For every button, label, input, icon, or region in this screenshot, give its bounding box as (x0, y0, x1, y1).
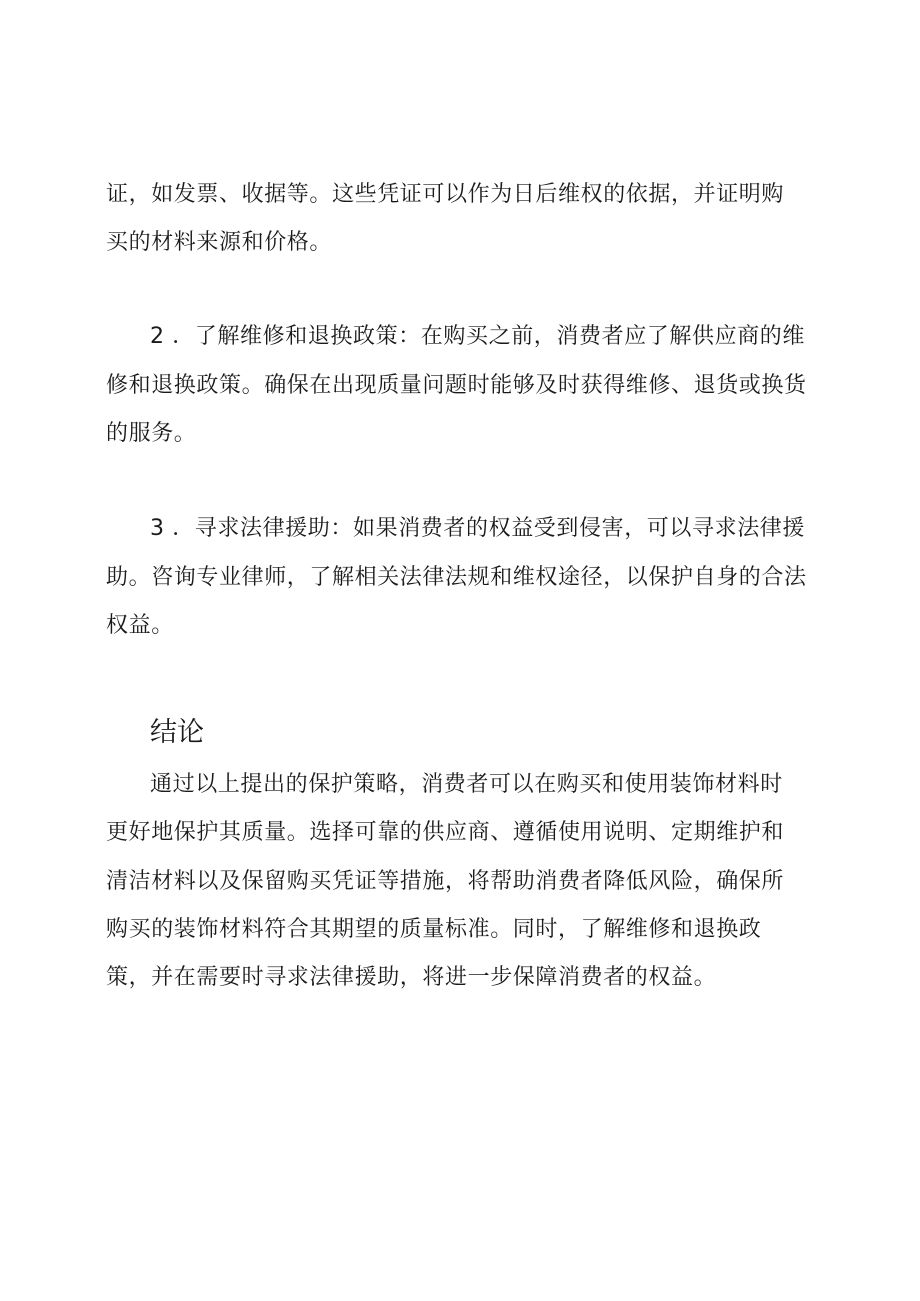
list-item-line: 助。咨询专业律师，了解相关法律法规和维权途径，以保护自身的合法 (106, 565, 807, 590)
list-item-line: 3 ．寻求法律援助：如果消费者的权益受到侵害，可以寻求法律援 (150, 516, 805, 541)
paragraph-line: 买的材料来源和价格。 (106, 230, 333, 255)
paragraph-line: 证，如发票、收据等。这些凭证可以作为日后维权的依据，并证明购 (106, 182, 785, 207)
paragraph-line: 购买的装饰材料符合其期望的质量标准。同时，了解维修和退换政 (106, 917, 762, 942)
paragraph-line: 更好地保护其质量。选择可靠的供应商、遵循使用说明、定期维护和 (106, 820, 785, 845)
paragraph-line: 清洁材料以及保留购买凭证等措施，将帮助消费者降低风险，确保所 (106, 869, 785, 894)
list-item-line: 2 ．了解维修和退换政策：在购买之前，消费者应了解供应商的维 (150, 324, 805, 349)
list-item-line: 修和退换政策。确保在出现质量问题时能够及时获得维修、退货或换货 (106, 373, 807, 398)
paragraph-line: 通过以上提出的保护策略，消费者可以在购买和使用装饰材料时 (150, 772, 783, 797)
paragraph-line: 策，并在需要时寻求法律援助，将进一步保障消费者的权益。 (106, 965, 717, 990)
section-heading: 结论 (150, 717, 204, 748)
list-item-line: 权益。 (106, 613, 174, 638)
list-item-line: 的服务。 (106, 421, 197, 446)
